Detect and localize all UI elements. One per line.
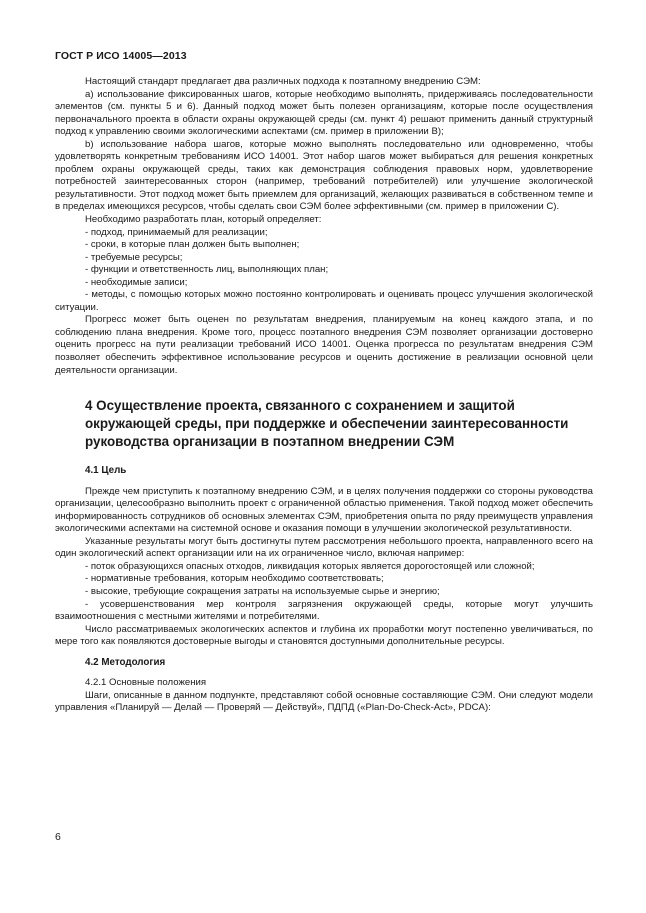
plan-list-item: - подход, принимаемый для реализации; xyxy=(85,226,268,238)
document-body xyxy=(55,76,593,715)
subsection-4-2-heading: 4.2 Методология xyxy=(85,656,166,668)
aspect-list-item: - усовершенствования мер контроля загрязнения окружающей среды, которые могут улучшить взаимоотношения с местными жителями и потребителями. xyxy=(55,598,593,623)
subsection-4-2-1-heading: 4.2.1 Основные положения xyxy=(85,677,207,689)
aspect-list-item: - высокие, требующие сокращения затраты на используемые сырье и энергию; xyxy=(85,586,440,597)
approach-b-paragraph: b) использование набора шагов, которые можно выполнять последовательно или одновременно, чтобы удовлетворять конкретным требованиям ИСО 14001. Этот набор шагов может выбираться для решения конкретных проблем охраны окружающей среды, таких как демонстрация соблюдения правовых норм, удовлетворение потребностей заинтересованных сторон (например, требований потребителей) или улучшение экологической результативности. Этот подход может быть приемлем для организаций, желающих развиваться в собственном темпе и в пределах имеющихся ресурсов, чтобы сделать свои СЭМ более эффективными (см. пример в приложении С). xyxy=(55,138,593,213)
plan-list-item: - функции и ответственность лиц, выполняющих план; xyxy=(85,264,329,276)
subsection-4-1-paragraph: Прежде чем приступить к поэтапному внедрению СЭМ, и в целях получения поддержки со стороны руководства организации, целесообразно выполнить проект с ограниченной областью применения. Такой подход может обеспечить информированность сотрудников об основных элементах СЭМ, приобретения опыта по ряду преимуществ управления экологическими аспектами на системной основе и оказания помощи в улучшении экологической результативности. xyxy=(55,485,593,535)
plan-list-item: - требуемые ресурсы; xyxy=(85,251,183,263)
aspect-list-item: - поток образующихся опасных отходов, ликвидация которых является дорогостоящей или сложной; xyxy=(85,560,535,572)
plan-intro-paragraph: Необходимо разработать план, который определяет: xyxy=(85,214,322,226)
plan-list-item: - сроки, в которые план должен быть выполнен; xyxy=(85,239,300,251)
subsection-4-1-paragraph: Указанные результаты могут быть достигнуты путем рассмотрения небольшого проекта, направленного всего на один экологический аспект организации или на их ограниченное число, включая например: xyxy=(55,535,593,560)
subsection-4-2-1-paragraph: Шаги, описанные в данном подпункте, представляют собой основные составляющие СЭМ. Они следуют модели управления «Планируй — Делай — Проверяй — Действуй», ПДПД («Plan-Do-Check-Act», PDCA): xyxy=(55,689,593,714)
plan-list-item: - методы, с помощью которых можно постоянно контролировать и оценивать процесс улучшения экологической ситуации. xyxy=(55,289,593,313)
page-number: 6 xyxy=(55,831,61,843)
subsection-4-1-paragraph: Число рассматриваемых экологических аспектов и глубина их проработки могут постепенно увеличиваться, по мере того как появляются достоверные выгоды и становятся доступными дополнительные ресурсы. xyxy=(55,623,593,648)
document-header: ГОСТ Р ИСО 14005—2013 xyxy=(55,50,187,62)
subsection-4-1-heading: 4.1 Цель xyxy=(85,465,127,477)
approach-a-paragraph: а) использование фиксированных шагов, которые необходимо выполнять, придерживаясь последовательности элементов (см. пункты 5 и 6). Данный подход может быть полезен организациям, которые после осуществления первоначального проекта в области охраны окружающей среды (см. пункт 4) решают применить данный структурный подход к управлению своими экологическими аспектами (см. пример в приложении В); xyxy=(55,88,593,138)
progress-paragraph: Прогресс может быть оценен по результатам внедрения, планируемым на конец каждого этапа, и по соблюдению плана внедрения. Кроме того, процесс поэтапного внедрения СЭМ позволяет организации достоверно оценить прогресс на пути реализации требований ИСО 14001. Оценка прогресса по результатам внедрения СЭМ позволяет обеспечить эффективное использование ресурсов и оценить достижение в реализации основной цели деятельности организации. xyxy=(55,314,593,376)
plan-list-item: - необходимые записи; xyxy=(85,276,188,288)
aspect-list-item: - нормативные требования, которым необходимо соответствовать; xyxy=(85,573,384,585)
intro-paragraph: Настоящий стандарт предлагает два различных подхода к поэтапному внедрению СЭМ: xyxy=(85,76,481,87)
section-4-heading: 4 Осуществление проекта, связанного с сохранением и защитой окружающей среды, при поддержке и обеспечении заинтересованности руководства организации в поэтапном внедрении СЭМ xyxy=(85,398,569,450)
